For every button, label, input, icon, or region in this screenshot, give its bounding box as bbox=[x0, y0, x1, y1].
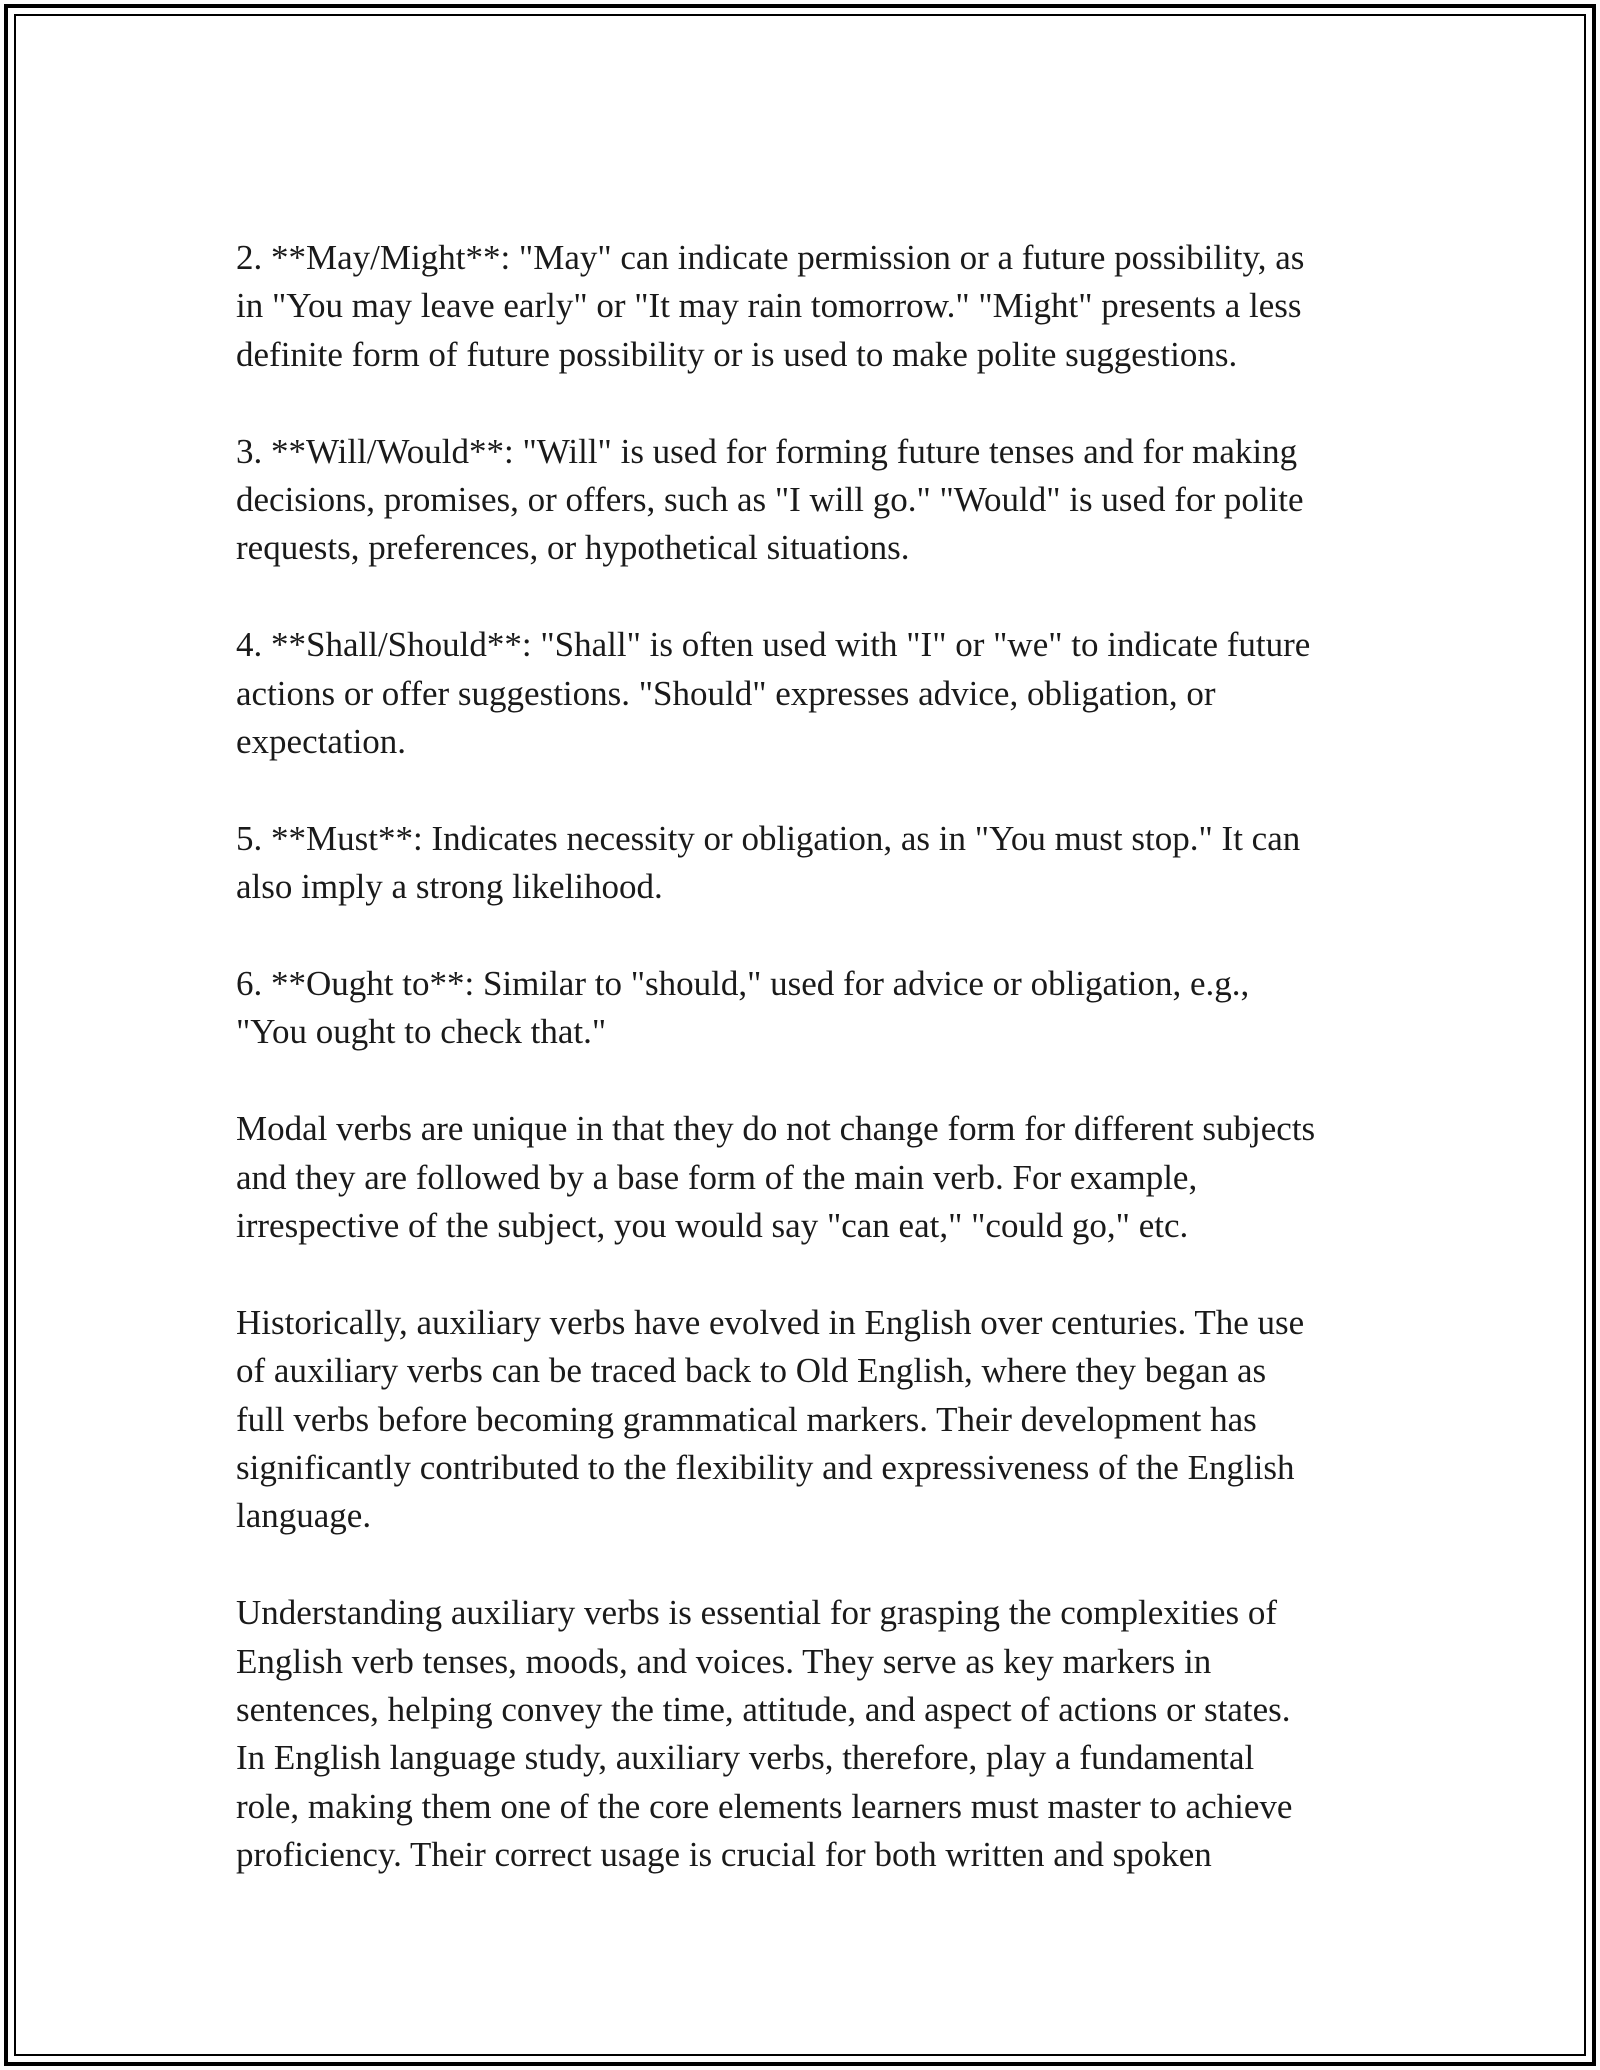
paragraph-ought-to bbox=[236, 960, 1376, 1057]
text-line: irrespective of the subject, you would say "can eat," "could go," etc. bbox=[236, 1206, 1189, 1246]
paragraph-modal-verbs bbox=[236, 1105, 1376, 1250]
paragraph-may-might bbox=[236, 234, 1376, 379]
text-line: Modal verbs are unique in that they do not change form for different subjects bbox=[236, 1109, 1316, 1149]
text-line: requests, preferences, or hypothetical situations. bbox=[236, 528, 910, 568]
text-line: actions or offer suggestions. "Should" expresses advice, obligation, or bbox=[236, 673, 1216, 713]
text-line: Historically, auxiliary verbs have evolved in English over centuries. The use bbox=[236, 1302, 1305, 1342]
text-line: Understanding auxiliary verbs is essential for grasping the complexities of bbox=[236, 1593, 1277, 1633]
paragraph-shall-should bbox=[236, 621, 1376, 766]
text-line: definite form of future possibility or is used to make polite suggestions. bbox=[236, 334, 1238, 374]
text-line: sentences, helping convey the time, attitude, and aspect of actions or states. bbox=[236, 1690, 1291, 1730]
text-line: "You ought to check that." bbox=[236, 1012, 607, 1052]
text-line: language. bbox=[236, 1496, 372, 1536]
text-line: role, making them one of the core elements learners must master to achieve bbox=[236, 1786, 1293, 1826]
text-line: 5. **Must**: Indicates necessity or obligation, as in "You must stop." It can bbox=[236, 818, 1301, 858]
text-line: 4. **Shall/Should**: "Shall" is often used with "I" or "we" to indicate future bbox=[236, 625, 1311, 665]
text-line: 6. **Ought to**: Similar to "should," used for advice or obligation, e.g., bbox=[236, 964, 1250, 1004]
text-line: decisions, promises, or offers, such as "I will go." "Would" is used for polite bbox=[236, 480, 1304, 520]
text-line: 3. **Will/Would**: "Will" is used for forming future tenses and for making bbox=[236, 431, 1298, 471]
text-line: proficiency. Their correct usage is crucial for both written and spoken bbox=[236, 1835, 1212, 1875]
text-line: 2. **May/Might**: "May" can indicate permission or a future possibility, as bbox=[236, 238, 1305, 277]
text-line: in "You may leave early" or "It may rain tomorrow." "Might" presents a less bbox=[236, 286, 1302, 326]
text-line: and they are followed by a base form of the main verb. For example, bbox=[236, 1157, 1198, 1197]
text-line: expectation. bbox=[236, 722, 407, 762]
document-body bbox=[236, 234, 1376, 1928]
paragraph-will-would bbox=[236, 428, 1376, 573]
text-line: In English language study, auxiliary verbs, therefore, play a fundamental bbox=[236, 1738, 1255, 1778]
paragraph-must bbox=[236, 815, 1376, 912]
text-line: also imply a strong likelihood. bbox=[236, 867, 663, 907]
text-line: significantly contributed to the flexibility and expressiveness of the English bbox=[236, 1448, 1295, 1488]
text-line: English verb tenses, moods, and voices. They serve as key markers in bbox=[236, 1641, 1212, 1681]
paragraph-understanding bbox=[236, 1589, 1376, 1879]
text-line: full verbs before becoming grammatical markers. Their development has bbox=[236, 1399, 1257, 1439]
paragraph-history bbox=[236, 1299, 1376, 1541]
text-line: of auxiliary verbs can be traced back to Old English, where they began as bbox=[236, 1351, 1267, 1391]
